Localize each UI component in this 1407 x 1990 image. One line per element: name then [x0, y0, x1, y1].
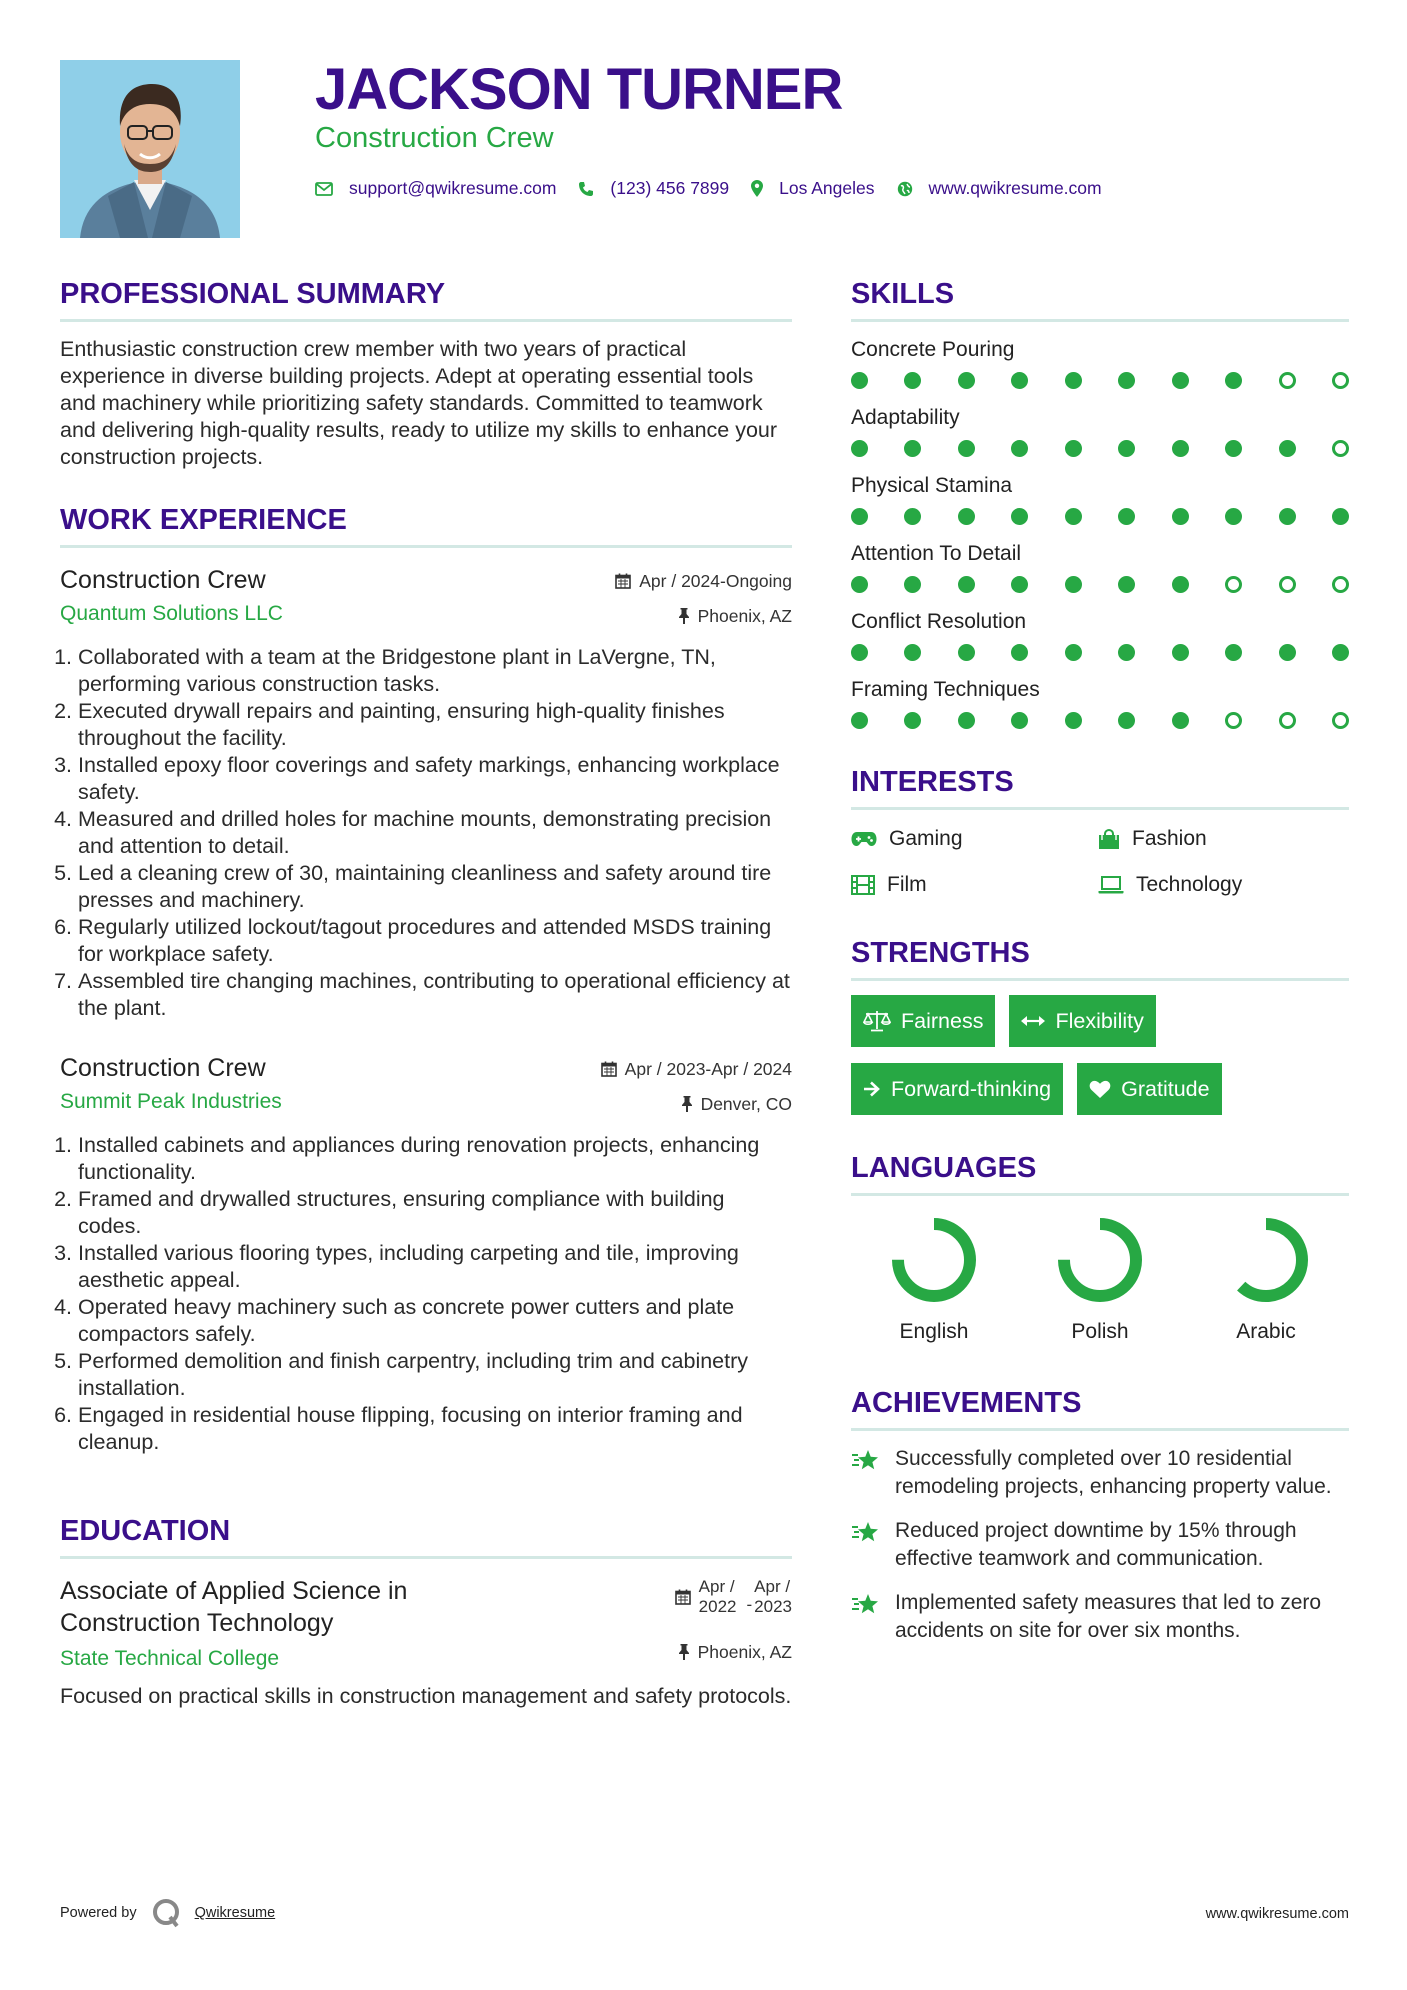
arrow-right-icon — [863, 1080, 881, 1098]
rating-dot-filled — [958, 644, 975, 661]
contact-bar — [315, 178, 1124, 199]
skill-name: Adaptability — [851, 406, 960, 429]
achievements-section — [851, 1384, 1349, 1645]
skill-item — [851, 336, 1349, 389]
education-title: EDUCATION — [60, 1515, 231, 1547]
school-name: State Technical College — [60, 1647, 280, 1670]
list-item: 1. Collaborated with a team at the Bridgestone plant in LaVergne, TN, performing various construction tasks. — [78, 644, 792, 698]
rating-dot-filled — [1065, 644, 1082, 661]
balance-scale-icon — [863, 1010, 891, 1032]
laptop-icon — [1098, 876, 1124, 894]
website-text: www.qwikresume.com — [928, 178, 1102, 198]
rating-dot-empty — [1279, 712, 1296, 729]
rating-dot-filled — [1118, 508, 1135, 525]
rating-dot-filled — [1172, 644, 1189, 661]
job-bullets — [60, 1132, 792, 1456]
rating-dot-filled — [958, 372, 975, 389]
education-start-year: 2022 — [698, 1597, 737, 1616]
rating-dot-empty — [1332, 576, 1349, 593]
footer-website[interactable]: www.qwikresume.com — [1205, 1906, 1349, 1922]
rating-dot-filled — [904, 372, 921, 389]
rating-dot-filled — [1225, 508, 1242, 525]
language-proficiency-ring — [1054, 1214, 1146, 1306]
education-entry — [60, 1575, 792, 1710]
education-end-month: Apr / — [754, 1577, 791, 1596]
achievements-title: ACHIEVEMENTS — [851, 1387, 1082, 1419]
languages-section — [851, 1149, 1349, 1344]
rating-dot-filled — [1332, 644, 1349, 661]
achievement-item — [851, 1517, 1349, 1573]
strength-label: Flexibility — [1055, 1008, 1144, 1033]
interest-label: Technology — [1136, 873, 1243, 896]
strength-label: Gratitude — [1121, 1076, 1210, 1101]
job-entry — [60, 1052, 792, 1456]
rating-dot-filled — [851, 576, 868, 593]
shopping-bag-icon — [1098, 829, 1120, 849]
rating-dot-filled — [1011, 644, 1028, 661]
interests-section — [851, 763, 1349, 900]
rating-dot-filled — [1118, 644, 1135, 661]
globe-icon — [897, 181, 913, 197]
list-item: 4. Measured and drilled holes for machine mounts, demonstrating precision and attention to detail. — [78, 806, 792, 860]
interest-label: Fashion — [1132, 827, 1207, 850]
rating-dot-filled — [904, 712, 921, 729]
interest-label: Gaming — [889, 827, 963, 850]
achievement-item — [851, 1589, 1349, 1645]
job-entry — [60, 564, 792, 1022]
language-name: Arabic — [1236, 1320, 1296, 1343]
list-item: 2. Framed and drywalled structures, ensuring compliance with building codes. — [78, 1186, 792, 1240]
skill-item — [851, 404, 1349, 457]
list-item: 2. Executed drywall repairs and painting, ensuring high-quality finishes throughout the facility. — [78, 698, 792, 752]
languages-list — [851, 1214, 1349, 1344]
calendar-icon — [615, 573, 631, 589]
language-proficiency-ring — [888, 1214, 980, 1306]
left-column — [60, 275, 792, 1710]
degree-line-1: Associate of Applied Science in — [60, 1577, 408, 1605]
rating-dot-filled — [1011, 508, 1028, 525]
degree-line-2: Construction Technology — [60, 1609, 334, 1637]
skill-name: Physical Stamina — [851, 474, 1013, 497]
achievement-text: Reduced project downtime by 15% through effective teamwork and communication. — [895, 1519, 1297, 1570]
education-section — [60, 1512, 792, 1710]
rating-dot-empty — [1225, 576, 1242, 593]
list-item: 1. Installed cabinets and appliances during renovation projects, enhancing functionality. — [78, 1132, 792, 1186]
skill-name: Attention To Detail — [851, 542, 1022, 565]
rating-dot-filled — [1065, 440, 1082, 457]
rating-dot-empty — [1279, 372, 1296, 389]
rating-dot-filled — [904, 508, 921, 525]
interests-list — [851, 824, 1349, 900]
star-medal-icon — [851, 1521, 881, 1545]
skill-item — [851, 540, 1349, 593]
job-title: Construction Crew — [60, 1054, 266, 1082]
job-title: Construction Crew — [60, 566, 266, 594]
strengths-title: STRENGTHS — [851, 937, 1030, 969]
skill-item — [851, 608, 1349, 661]
skill-rating — [851, 508, 1349, 525]
languages-title: LANGUAGES — [851, 1152, 1037, 1184]
rating-dot-filled — [1279, 644, 1296, 661]
section-divider — [60, 319, 792, 322]
rating-dot-filled — [1118, 372, 1135, 389]
rating-dot-filled — [1172, 712, 1189, 729]
rating-dot-empty — [1225, 712, 1242, 729]
rating-dot-empty — [1332, 372, 1349, 389]
proficiency-arc — [1064, 1224, 1136, 1296]
proficiency-arc — [898, 1224, 970, 1296]
list-item: 7. Assembled tire changing machines, contributing to operational efficiency at the plant. — [78, 968, 792, 1022]
experience-title: WORK EXPERIENCE — [60, 504, 347, 536]
contact-website[interactable] — [897, 178, 1102, 199]
interest-label: Film — [887, 873, 927, 896]
thumbtack-icon — [681, 1096, 693, 1112]
list-item: 6. Engaged in residential house flipping, focusing on interior framing and cleanup. — [78, 1402, 792, 1456]
strengths-section — [851, 934, 1349, 1115]
skills-list — [851, 336, 1349, 729]
date-dash: - — [746, 1595, 753, 1614]
rating-dot-filled — [1172, 576, 1189, 593]
language-proficiency-ring — [1220, 1214, 1312, 1306]
rating-dot-filled — [904, 440, 921, 457]
list-item: 5. Led a cleaning crew of 30, maintaining cleanliness and safety around tire presses and machinery. — [78, 860, 792, 914]
skill-rating — [851, 372, 1349, 389]
rating-dot-filled — [958, 712, 975, 729]
job-company: Quantum Solutions LLC — [60, 602, 283, 625]
thumbtack-icon — [678, 608, 690, 624]
skill-rating — [851, 712, 1349, 729]
strength-label: Forward-thinking — [891, 1076, 1052, 1101]
interests-title: INTERESTS — [851, 766, 1014, 798]
strength-tag — [1009, 995, 1155, 1047]
heart-icon — [1089, 1080, 1111, 1099]
skill-name: Concrete Pouring — [851, 338, 1015, 361]
star-medal-icon — [851, 1449, 881, 1473]
brand-link[interactable]: Qwikresume — [194, 1905, 276, 1921]
interest-item — [1098, 870, 1349, 900]
strength-tag — [851, 995, 995, 1047]
strength-tag — [851, 1063, 1063, 1115]
achievement-text: Successfully completed over 10 residential remodeling projects, enhancing property value. — [895, 1447, 1332, 1498]
calendar-icon — [675, 1589, 691, 1605]
calendar-icon — [601, 1061, 617, 1077]
rating-dot-filled — [851, 508, 868, 525]
contact-phone[interactable] — [578, 178, 729, 199]
achievement-text: Implemented safety measures that led to zero accidents on site for over six months. — [895, 1591, 1322, 1642]
language-name: Polish — [1071, 1320, 1129, 1343]
rating-dot-filled — [1172, 508, 1189, 525]
list-item: 3. Installed epoxy floor coverings and safety markings, enhancing workplace safety. — [78, 752, 792, 806]
strengths-list — [851, 995, 1349, 1115]
achievements-list — [851, 1445, 1349, 1645]
rating-dot-filled — [904, 576, 921, 593]
rating-dot-filled — [1065, 712, 1082, 729]
arrows-horizontal-icon — [1021, 1014, 1045, 1028]
job-dates: Apr / 2024-Ongoing — [639, 570, 792, 591]
education-end-year: 2023 — [754, 1597, 792, 1616]
phone-text: (123) 456 7899 — [610, 178, 730, 198]
section-divider — [851, 1428, 1349, 1431]
rating-dot-filled — [1118, 712, 1135, 729]
qwikresume-logo-icon — [151, 1898, 183, 1928]
interest-item — [1098, 824, 1349, 854]
rating-dot-filled — [851, 644, 868, 661]
skill-rating — [851, 644, 1349, 661]
education-start — [699, 1577, 737, 1617]
rating-dot-empty — [1279, 576, 1296, 593]
rating-dot-filled — [1225, 372, 1242, 389]
envelope-icon — [315, 182, 333, 196]
thumbtack-icon — [678, 1644, 690, 1660]
rating-dot-filled — [958, 576, 975, 593]
job-location: Phoenix, AZ — [697, 605, 792, 626]
film-icon — [851, 875, 875, 895]
education-location: Phoenix, AZ — [697, 1641, 792, 1662]
skill-item — [851, 472, 1349, 525]
gamepad-icon — [851, 830, 877, 848]
section-divider — [851, 978, 1349, 981]
language-item — [1017, 1214, 1183, 1344]
candidate-role: Construction Crew — [315, 122, 554, 154]
skill-rating — [851, 576, 1349, 593]
skill-item — [851, 676, 1349, 729]
summary-section — [60, 275, 792, 471]
phone-icon — [578, 181, 594, 197]
rating-dot-filled — [958, 508, 975, 525]
rating-dot-filled — [851, 440, 868, 457]
location-text: Los Angeles — [779, 178, 875, 198]
strength-tag — [1077, 1063, 1221, 1115]
section-divider — [851, 319, 1349, 322]
map-marker-icon — [751, 180, 763, 197]
section-divider — [60, 1556, 792, 1559]
candidate-name: JACKSON TURNER — [315, 57, 843, 122]
language-item — [851, 1214, 1017, 1344]
powered-by-text: Powered by — [60, 1905, 137, 1921]
list-item: 5. Performed demolition and finish carpentry, including trim and cabinetry installation. — [78, 1348, 792, 1402]
job-location: Denver, CO — [700, 1093, 792, 1114]
contact-email[interactable] — [315, 178, 556, 199]
skills-title: SKILLS — [851, 278, 955, 310]
rating-dot-filled — [1225, 644, 1242, 661]
job-company: Summit Peak Industries — [60, 1090, 282, 1113]
education-meta — [675, 1577, 792, 1674]
job-dates: Apr / 2023-Apr / 2024 — [624, 1058, 792, 1079]
rating-dot-filled — [958, 440, 975, 457]
proficiency-arc — [1230, 1224, 1302, 1296]
skill-name: Framing Techniques — [851, 678, 1040, 701]
rating-dot-empty — [1332, 712, 1349, 729]
section-divider — [851, 807, 1349, 810]
interest-item — [851, 870, 1098, 900]
list-item: 3. Installed various flooring types, including carpeting and tile, improving aesthetic appeal. — [78, 1240, 792, 1294]
job-bullets — [60, 644, 792, 1022]
rating-dot-filled — [1279, 508, 1296, 525]
rating-dot-filled — [851, 372, 868, 389]
job-meta — [601, 1056, 792, 1126]
rating-dot-filled — [1011, 372, 1028, 389]
education-text: Focused on practical skills in construction management and safety protocols. — [60, 1684, 792, 1708]
rating-dot-empty — [1332, 440, 1349, 457]
rating-dot-filled — [1118, 440, 1135, 457]
rating-dot-filled — [1011, 576, 1028, 593]
right-column — [851, 275, 1349, 1661]
section-divider — [851, 1193, 1349, 1196]
strength-label: Fairness — [901, 1008, 984, 1033]
language-item — [1183, 1214, 1349, 1344]
interest-item — [851, 824, 1098, 854]
summary-text: Enthusiastic construction crew member with two years of practical experience in diverse building projects. Adept at operating essential tools and machinery while prioritizing safety standards. Committed to teamwork and delivering high-quality results, ready to utilize my skills to enhance your construction projects. — [60, 337, 778, 469]
skill-rating — [851, 440, 1349, 457]
list-item: 6. Regularly utilized lockout/tagout procedures and attended MSDS training for workplace safety. — [78, 914, 792, 968]
rating-dot-filled — [1225, 440, 1242, 457]
email-text: support@qwikresume.com — [349, 178, 557, 198]
language-name: English — [899, 1320, 969, 1343]
section-divider — [60, 545, 792, 548]
rating-dot-filled — [1279, 440, 1296, 457]
rating-dot-filled — [904, 644, 921, 661]
rating-dot-filled — [1065, 372, 1082, 389]
rating-dot-filled — [1172, 440, 1189, 457]
profile-photo — [60, 60, 240, 238]
summary-title: PROFESSIONAL SUMMARY — [60, 278, 446, 310]
experience-section — [60, 501, 792, 1456]
rating-dot-filled — [1065, 508, 1082, 525]
contact-location — [751, 178, 874, 199]
education-start-month: Apr / — [698, 1577, 735, 1596]
rating-dot-filled — [1065, 576, 1082, 593]
skills-section — [851, 275, 1349, 729]
footer-powered-by — [60, 1898, 275, 1928]
rating-dot-filled — [851, 712, 868, 729]
skill-name: Conflict Resolution — [851, 610, 1027, 633]
list-item: 4. Operated heavy machinery such as concrete power cutters and plate compactors safely. — [78, 1294, 792, 1348]
rating-dot-filled — [1118, 576, 1135, 593]
rating-dot-filled — [1332, 508, 1349, 525]
rating-dot-filled — [1011, 712, 1028, 729]
education-end — [754, 1577, 792, 1617]
rating-dot-filled — [1172, 372, 1189, 389]
job-meta — [615, 568, 792, 638]
star-medal-icon — [851, 1593, 881, 1617]
rating-dot-filled — [1011, 440, 1028, 457]
achievement-item — [851, 1445, 1349, 1501]
